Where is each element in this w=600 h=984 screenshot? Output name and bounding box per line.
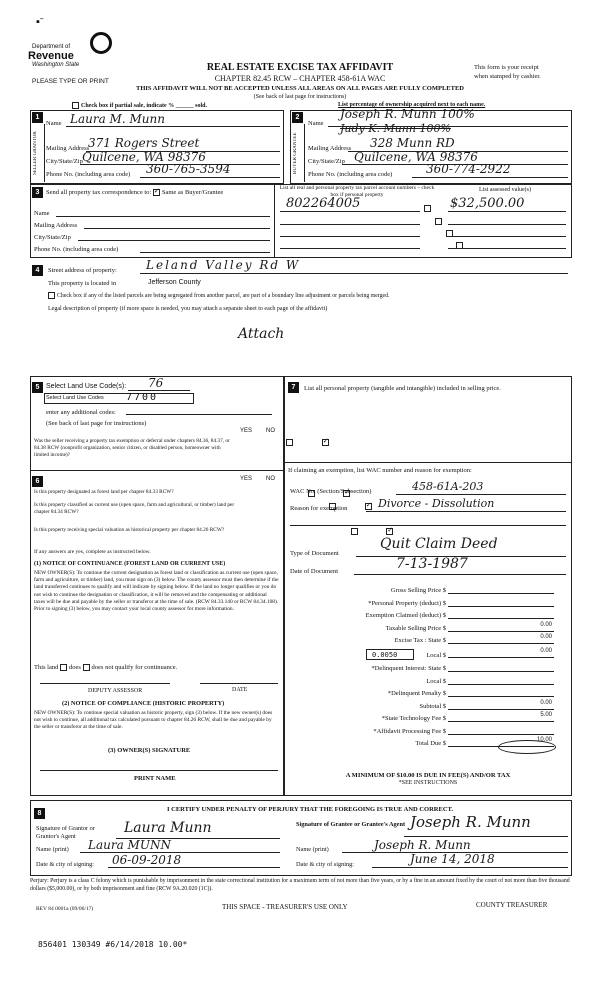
form-chapter: CHAPTER 82.45 RCW – CHAPTER 458-61A WAC — [214, 74, 386, 83]
buyer-phone-label: Phone No. (including area code) — [308, 171, 393, 178]
tax-row-label-3: Taxable Selling Price $ — [385, 624, 446, 632]
grantor-sig-label: Signature of Grantor or Grantor's Agent — [36, 825, 95, 840]
historic-yes-checkbox[interactable] — [351, 528, 358, 535]
form-title: REAL ESTATE EXCISE TAX AFFIDAVIT — [206, 62, 394, 73]
tax-row2-value-3: 0.00 — [540, 699, 552, 706]
s5-see-back: (See back of last page for instructions) — [46, 420, 147, 427]
same-as-buyer-checkbox[interactable] — [153, 189, 160, 196]
tax-row2-label-0: *Delinquent Interest: State $ — [371, 665, 446, 672]
assessed-value[interactable]: $32,500.00 — [450, 196, 525, 211]
buyer-city-value[interactable]: Quilcene, WA 98376 — [354, 150, 478, 164]
tax-row2-label-6: Total Due $ — [415, 740, 446, 747]
exemption-claim-label: If claiming an exemption, list WAC number and reason for exemption: — [288, 467, 472, 474]
legal-value[interactable]: Attach — [238, 326, 285, 342]
grantee-name-value[interactable]: Joseph R. Munn — [374, 838, 471, 852]
s5-no-header: NO — [266, 428, 275, 434]
current-use-no-checkbox[interactable] — [365, 503, 372, 510]
seller-mailing-value[interactable]: 371 Rogers Street — [88, 136, 200, 150]
notice1-title: (1) NOTICE OF CONTINUANCE (FOREST LAND OR CURRENT USE) — [34, 561, 226, 567]
buyer-name-value[interactable]: Joseph R. Munn 100% — [340, 107, 475, 121]
seller-city-value[interactable]: Quilcene, WA 98376 — [82, 150, 206, 164]
s5-yes-header: YES — [240, 428, 253, 434]
tax-row-label-4: Excise Tax : State $ — [394, 637, 446, 644]
does-not-checkbox[interactable] — [83, 664, 90, 671]
tax-row2-label-3: Subtotal $ — [419, 702, 446, 710]
notice2-title: (2) NOTICE OF COMPLIANCE (HISTORIC PROPERTY) — [62, 700, 225, 707]
same-as-buyer-label: Same as Buyer/Grantee — [161, 189, 224, 196]
section-5-number: 5 — [32, 382, 43, 393]
grantee-name-label: Name (print) — [296, 846, 329, 853]
tax-row2-label-1: Local $ — [426, 677, 446, 685]
buyer-name-struck: Judy K. Munn 100% — [340, 122, 451, 135]
corner-mark: ▪ˉ — [36, 16, 44, 28]
section-8-number: 8 — [34, 808, 45, 819]
seller-city-label: City/State/Zip — [46, 158, 83, 165]
qualify-label: qualify for continuance. — [115, 664, 178, 671]
historic-no-checkbox[interactable] — [386, 528, 393, 535]
located-label: This property is located in — [48, 280, 117, 287]
ownership-pct-note: List percentage of ownership acquired next to each name. — [338, 102, 486, 108]
form-warning: THIS AFFIDAVIT WILL NOT BE ACCEPTED UNLESS ALL AREAS ON ALL PAGES ARE FULLY COMPLETED — [136, 85, 464, 92]
this-land-row — [34, 664, 177, 671]
seller-phone-value[interactable]: 360-765-3594 — [146, 162, 231, 176]
wac-label: WAC No. (Section/Subsection) — [290, 488, 372, 495]
grantee-date-label: Date & city of signing: — [296, 861, 355, 868]
section-2-number: 2 — [292, 112, 303, 123]
grantor-signature[interactable]: Laura Munn — [124, 820, 212, 836]
grantee-sig-label: Signature of Grantee or Grantee's Agent — [296, 821, 406, 828]
print-name-label: PRINT NAME — [134, 775, 176, 782]
cashier-stamp: 856401 130349 #6/14/2018 10.00* — [38, 940, 188, 949]
segregated-checkbox[interactable] — [48, 292, 55, 299]
segregated-label: Check box if any of the listed parcels are being segregated from another parcel, are part of a boundary line adjustment or parcels being merged. — [57, 292, 390, 299]
doc-date-label: Date of Document — [290, 568, 339, 575]
parcel-header: List all real and personal property tax parcel account numbers – check box if personal property — [279, 185, 435, 198]
section-3-number: 3 — [32, 187, 43, 198]
tax-rate: 0.0050 — [372, 651, 398, 659]
seller-name-label: Name — [46, 120, 62, 127]
s6-no-header: NO — [266, 476, 275, 482]
doc-type-value[interactable]: Quit Claim Deed — [380, 536, 498, 552]
notice1-text: NEW OWNER(S): To continue the current designation as forest land or classification as current use (open space, farm and agriculture, or timber) land, you must sign on (3) below. The county assessor must then determine if the land transferred continues to qualify and will indicate by signing below. If the land no longer qualifies or you do not wish to continue the designation or classification, it will be removed and the compensating or additional taxes will be due and payable by the seller or transferor at the time of sale. (RCW 84.33.140 or RCW 84.34.108). Prior to signing (3) below, you may contact your local county assessor for more information. — [34, 570, 279, 613]
partial-sale — [72, 102, 207, 109]
tax-row2-label-5: *Affidavit Processing Fee $ — [373, 727, 446, 735]
land-use-codes-value: 7700 — [126, 392, 159, 403]
does-not-label: does not — [91, 664, 114, 671]
tax-row2-label-2: *Delinquent Penalty $ — [387, 690, 446, 697]
exemption-yes-checkbox[interactable] — [286, 439, 293, 446]
land-use-codes-label: Select Land Use Codes — [46, 395, 104, 401]
if-any-yes: If any answers are yes, complete as instructed below. — [34, 549, 151, 555]
land-use-label: Select Land Use Code(s): — [46, 383, 127, 390]
exemption-no-checkbox[interactable] — [322, 439, 329, 446]
personal-property-checkbox-2[interactable] — [435, 218, 442, 225]
does-label: does — [69, 664, 81, 671]
s3-city-label: City/State/Zip — [34, 234, 71, 241]
section-7-number: 7 — [288, 382, 299, 393]
buyer-mailing-value[interactable]: 328 Munn RD — [370, 136, 455, 150]
date-label: DATE — [232, 687, 248, 693]
segregated-row — [48, 292, 568, 299]
local-excise-value: 0.00 — [540, 648, 552, 654]
local-excise-label: Local $ — [426, 652, 446, 659]
personal-property-checkbox-4[interactable] — [456, 242, 463, 249]
tax-row-label-0: Gross Selling Price $ — [390, 587, 446, 594]
please-type: PLEASE TYPE OR PRINT — [32, 78, 109, 85]
tax-row-label-2: Exemption Claimed (deduct) $ — [365, 612, 446, 619]
dor-logo — [90, 32, 112, 54]
rev-number: REV 84 0001a (09/06/17) — [36, 906, 94, 912]
street-value[interactable]: Leland Valley Rd W — [146, 258, 301, 272]
owner-signature-label: (3) OWNER(S) SIGNATURE — [108, 747, 191, 754]
parcel-value[interactable]: 802264005 — [286, 196, 361, 211]
historic-question: Is this property receiving special valuation as historical property per chapter 84.26 RCW? — [34, 527, 225, 533]
partial-sale-checkbox[interactable] — [72, 102, 79, 109]
reason-label: Reason for exemption — [290, 505, 348, 512]
tax-row2-value-4: 5.00 — [540, 712, 552, 718]
assessed-header: List assessed value(s) — [479, 187, 531, 193]
street-label: Street address of property: — [48, 267, 117, 274]
grantor-name-value[interactable]: Laura MUNN — [88, 838, 171, 852]
doc-type-label: Type of Document — [290, 550, 339, 557]
perjury-notice: Perjury: Perjury is a class C felony which is punishable by imprisonment in the state correctional institution for a maximum term of not more than five years, or by a fine in an amount fixed by the court of not more than five thousand dollars ($5,000.00), or by both imprisonment and fine (RCW 9A.20.020 (1C)). — [30, 878, 570, 892]
current-use-question: Is this property classified as current use (open space, farm and agricultural, or timber) land per chapter 84.34 RCW? — [34, 502, 235, 515]
dept-line2: Revenue — [28, 50, 74, 62]
treasurer-use: THIS SPACE - TREASURER'S USE ONLY — [222, 903, 348, 911]
personal-property-checkbox-1[interactable] — [424, 205, 431, 212]
exemption-question: Was the seller receiving a property tax exemption or deferral under chapters 84.36, 84.37, or 84.38 RCW (nonprofit organization, senior citizen, or disabled person, homeowner with limited income)? — [34, 438, 230, 458]
seller-side-label: SELLER GRANTOR — [33, 131, 38, 175]
send-label: Send all property tax correspondence to: — [46, 189, 152, 196]
certify-statement: I CERTIFY UNDER PENALTY OF PERJURY THAT THE FOREGOING IS TRUE AND CORRECT. — [166, 806, 453, 813]
see-back-header: (See back of last page for instructions) — [253, 94, 347, 100]
minimum-due-note: A MINIMUM OF $10.00 IS DUE IN FEE(S) AND/OR TAX — [345, 772, 511, 779]
grantor-date-value[interactable]: 06-09-2018 — [112, 853, 182, 867]
wac-value[interactable]: 458-61A-203 — [412, 480, 484, 493]
does-checkbox[interactable] — [60, 664, 67, 671]
grantee-date-value[interactable]: June 14, 2018 — [410, 852, 495, 866]
partial-sale-label: Check box if partial sale, indicate % ______ sold. — [81, 102, 208, 109]
buyer-phone-value[interactable]: 360-774-2922 — [426, 162, 511, 176]
this-land-label: This land — [34, 664, 59, 671]
total-due-circle — [498, 740, 556, 754]
receipt-note-2: when stamped by cashier. — [474, 73, 541, 80]
tax-row2-label-4: *State Technology Fee $ — [381, 715, 446, 722]
doc-date-value[interactable]: 7-13-1987 — [396, 556, 468, 572]
buyer-name-label: Name — [308, 120, 324, 127]
deputy-assessor-label: DEPUTY ASSESSOR — [88, 688, 143, 694]
land-use-value[interactable]: 76 — [148, 376, 164, 390]
grantor-date-label: Date & city of signing: — [36, 861, 95, 868]
tax-row-value-4: 0.00 — [540, 634, 552, 640]
seller-name-value[interactable]: Laura M. Munn — [70, 112, 165, 126]
tax-row-value-3: 0.00 — [540, 621, 552, 628]
personal-property-checkbox-3[interactable] — [446, 230, 453, 237]
additional-codes-label: enter any additional codes: — [46, 409, 116, 416]
buyer-city-label: City/State/Zip — [308, 158, 345, 165]
dept-line1: Department of — [32, 44, 71, 50]
tax-row2-value-6: 10.00 — [536, 737, 552, 743]
county-treasurer: COUNTY TREASURER — [476, 901, 548, 909]
buyer-side-label: BUYER GRANTEE — [293, 132, 298, 174]
grantor-name-label: Name (print) — [36, 846, 69, 853]
tax-row-label-1: *Personal Property (deduct) $ — [368, 599, 446, 607]
s3-name-label: Name — [34, 210, 50, 217]
notice2-text: NEW OWNER(S): To continue special valuation as historic property, sign (3) below. If the new owner(s) does not wish to continue, all additional tax calculated pursuant to chapter 84.26 RCW, shall be due and payable by the seller or transferor at the time of sale. — [34, 710, 273, 731]
section-6-number: 6 — [32, 476, 43, 487]
s3-mailing-label: Mailing Address — [34, 222, 78, 229]
seller-phone-label: Phone No. (including area code) — [46, 171, 131, 178]
county-value: Jefferson County — [148, 279, 201, 286]
s3-phone-label: Phone No. (including area code) — [34, 246, 119, 253]
section-4-number: 4 — [32, 265, 43, 276]
buyer-mailing-label: Mailing Address — [308, 145, 352, 152]
dept-line3: Washington State — [32, 62, 80, 68]
s6-yes-header: YES — [240, 476, 253, 482]
forest-question: Is this property designated as forest land per chapter 84.33 RCW? — [34, 489, 174, 495]
legal-label: Legal description of property (if more space is needed, you may attach a separate sheet to each page of the affidavit) — [48, 306, 328, 312]
reason-value[interactable]: Divorce - Dissolution — [378, 497, 495, 510]
grantee-signature[interactable]: Joseph R. Munn — [410, 813, 531, 831]
see-instructions-note: *SEE INSTRUCTIONS — [398, 780, 458, 786]
send-correspondence — [46, 189, 223, 196]
personal-property-list-label: List all personal property (tangible and intangible) included in selling price. — [304, 385, 501, 392]
receipt-note-1: This form is your receipt — [474, 64, 539, 71]
section-1-number: 1 — [32, 112, 43, 123]
seller-mailing-label: Mailing Address — [46, 145, 90, 152]
